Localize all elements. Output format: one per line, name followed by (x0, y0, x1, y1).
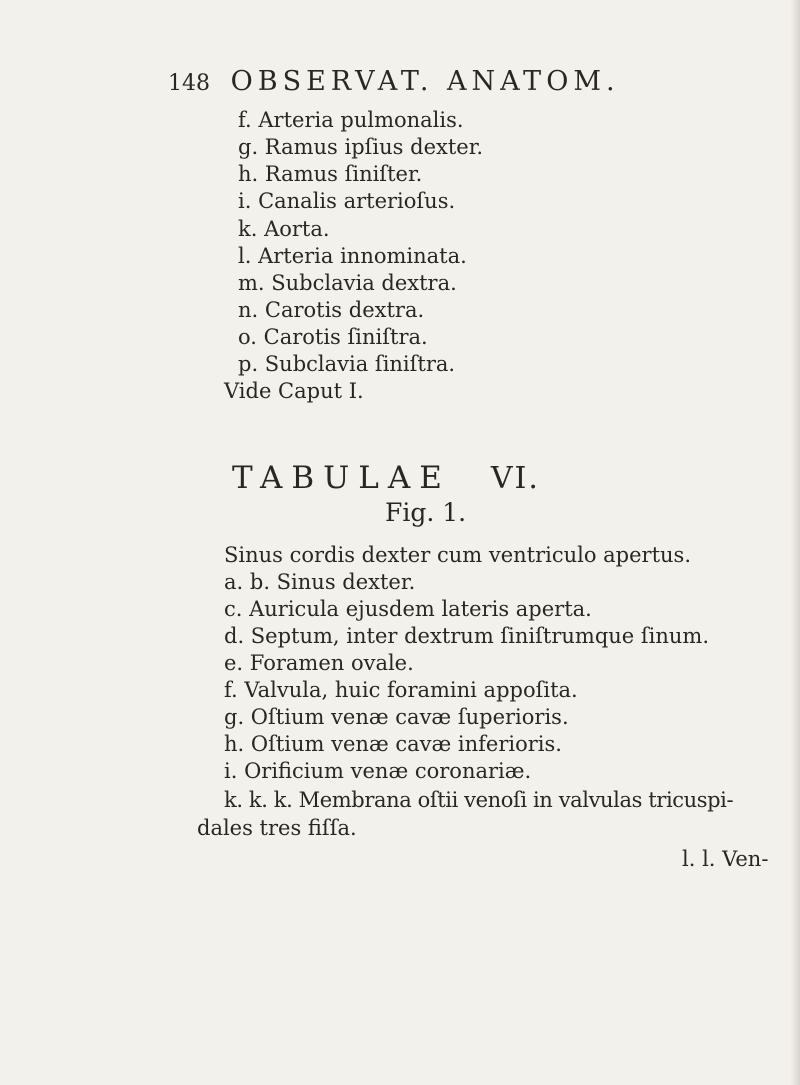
legend-item-n: n. Carotis dextra. (238, 298, 425, 322)
legend-item-kkk: k. k. k. Membrana oſtii venoſi in valvulas tricuspi- (224, 788, 734, 812)
section-heading (232, 460, 540, 496)
legend-item-h2: h. Oſtium venæ cavæ inferioris. (224, 732, 562, 756)
legend-item-i: i. Canalis arterioſus. (238, 189, 456, 213)
figure-caption: Sinus cordis dexter cum ventriculo apertus. (224, 543, 692, 567)
legend-item-o: o. Carotis ſiniſtra. (238, 325, 428, 349)
figure-label: Fig. 1. (385, 498, 467, 527)
legend-item-kkk-continued: dales tres fiſſa. (197, 816, 357, 840)
legend-item-f2: f. Valvula, huic foramini appoſita. (224, 678, 578, 702)
page-number: 148 (168, 71, 210, 96)
legend-item-d: d. Septum, inter dextrum ſiniſtrumque ſinum. (224, 624, 710, 648)
section-word: TABULAE (232, 460, 451, 496)
legend-item-e: e. Foramen ovale. (224, 651, 414, 675)
legend-item-p: p. Subclavia ſiniſtra. (238, 352, 456, 376)
legend-item-l: l. Arteria innominata. (238, 244, 467, 268)
legend-item-c: c. Auricula ejusdem lateris aperta. (224, 597, 592, 621)
legend-item-g2: g. Oſtium venæ cavæ ſuperioris. (224, 705, 569, 729)
legend-item-h: h. Ramus ſiniſter. (238, 162, 423, 186)
legend-item-g: g. Ramus ipſius dexter. (238, 135, 484, 159)
running-title: OBSERVAT. ANATOM. (230, 66, 620, 97)
section-number: VI. (490, 461, 540, 496)
cross-reference: Vide Caput I. (224, 379, 364, 403)
legend-item-ab: a. b. Sinus dexter. (224, 570, 416, 594)
legend-item-k: k. Aorta. (238, 217, 330, 241)
running-header (168, 66, 620, 100)
legend-item-m: m. Subclavia dextra. (238, 271, 457, 295)
catchword: l. l. Ven- (682, 847, 769, 871)
legend-item-f: f. Arteria pulmonalis. (238, 108, 464, 132)
legend-item-i2: i. Orificium venæ coronariæ. (224, 759, 532, 783)
page-edge-shadow (790, 0, 800, 1085)
